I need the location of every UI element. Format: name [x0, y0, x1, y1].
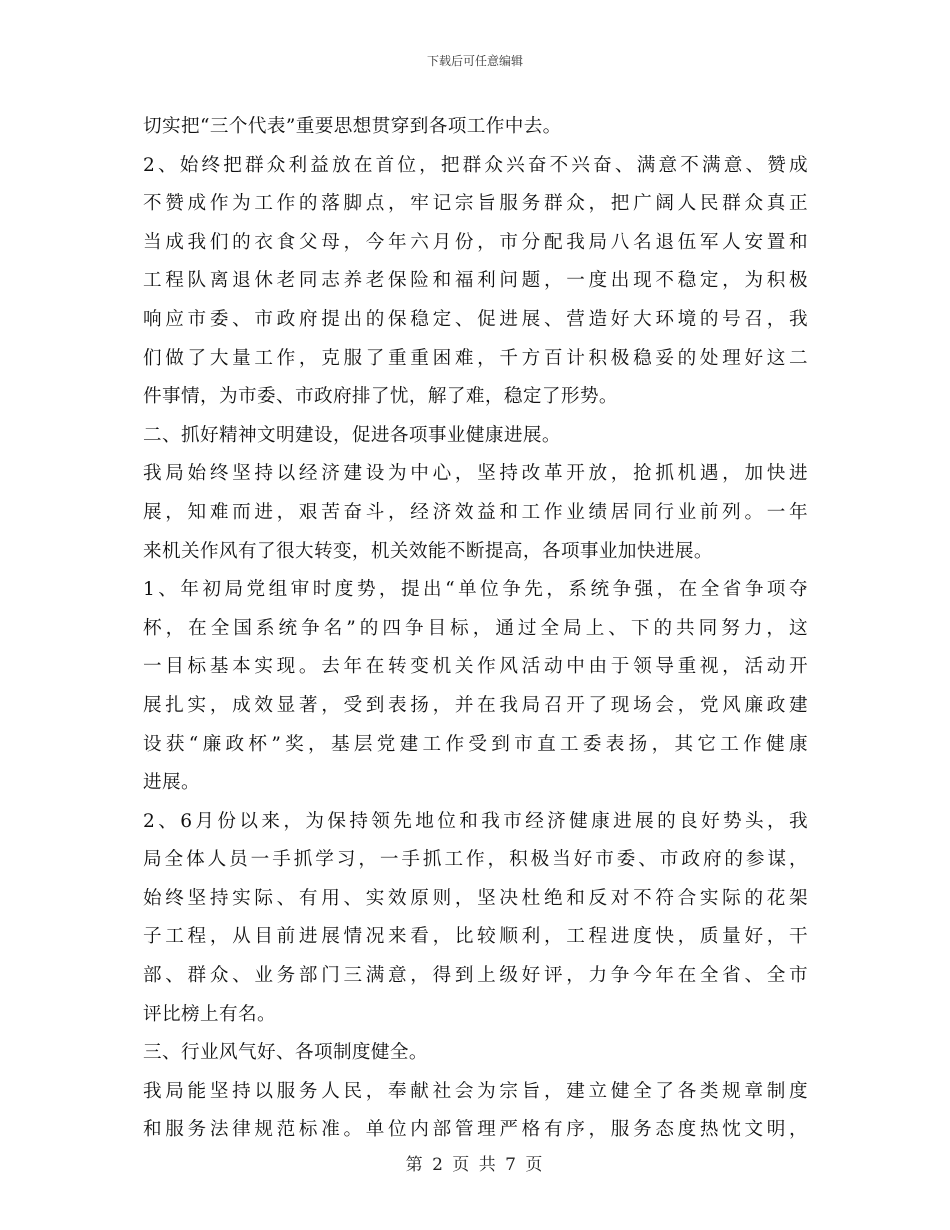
text-line: 设获“廉政杯”奖，基层党建工作受到市直工委表扬，其它工作健康: [143, 733, 808, 755]
text-line: 三、行业风气好、各项制度健全。: [143, 1042, 428, 1064]
text-line: 一目标基本实现。去年在转变机关作风活动中由于领导重视，活动开: [143, 656, 808, 678]
document-body: [143, 108, 808, 1150]
page-number: 第 2 页 共 7 页: [405, 1155, 545, 1175]
text-line: 我局始终坚持以经济建设为中心，坚持改革开放，抢抓机遇，加快进: [143, 463, 808, 485]
text-line: 切实把“三个代表”重要思想贯穿到各项工作中去。: [143, 116, 562, 137]
text-line: 当成我们的衣食父母，今年六月份，市分配我局八名退伍军人安置和: [143, 231, 808, 253]
text-line: 2、6月份以来，为保持领先地位和我市经济健康进展的良好势头，我: [143, 810, 808, 832]
page-header-note: 下载后可任意编辑: [426, 54, 523, 68]
text-line: 子工程，从目前进展情况来看，比较顺利，工程进度快，质量好，干: [143, 926, 808, 948]
text-line: 2、始终把群众利益放在首位，把群众兴奋不兴奋、满意不满意、赞成: [143, 154, 808, 176]
text-line: 杯，在全国系统争名”的四争目标，通过全局上、下的共同努力，这: [143, 617, 808, 639]
text-line: 进展。: [143, 772, 200, 794]
text-line: 1、年初局党组审时度势，提出“单位争先，系统争强，在全省争项夺: [143, 579, 808, 601]
text-line: 我局能坚持以服务人民，奉献社会为宗旨，建立健全了各类规章制度: [143, 1080, 808, 1102]
text-line: 不赞成作为工作的落脚点，牢记宗旨服务群众，把广阔人民群众真正: [143, 193, 808, 215]
text-line: 局全体人员一手抓学习，一手抓工作，积极当好市委、市政府的参谋，: [143, 849, 808, 871]
text-line: 展，知难而进，艰苦奋斗，经济效益和工作业绩居同行业前列。一年: [143, 501, 808, 523]
text-line: 展扎实，成效显著，受到表扬，并在我局召开了现场会，党风廉政建: [143, 694, 808, 716]
text-line: 部、群众、业务部门三满意，得到上级好评，力争今年在全省、全市: [143, 965, 808, 987]
text-line: 始终坚持实际、有用、实效原则，坚决杜绝和反对不符合实际的花架: [143, 887, 808, 909]
text-line: 评比榜上有名。: [143, 1003, 276, 1025]
text-line: 工程队离退休老同志养老保险和福利问题，一度出现不稳定，为积极: [143, 270, 808, 292]
text-line: 们做了大量工作，克服了重重困难，千方百计积极稳妥的处理好这二: [143, 347, 808, 369]
text-line: 响应市委、市政府提出的保稳定、促进展、营造好大环境的号召，我: [143, 308, 808, 330]
text-line: 二、抓好精神文明建设，促进各项事业健康进展。: [143, 424, 561, 446]
text-line: 件事情，为市委、市政府排了忧，解了难，稳定了形势。: [143, 386, 618, 408]
text-line: 来机关作风有了很大转变，机关效能不断提高，各项事业加快进展。: [143, 540, 713, 562]
text-line: 和服务法律规范标准。单位内部管理严格有序，服务态度热忱文明，: [143, 1119, 808, 1141]
